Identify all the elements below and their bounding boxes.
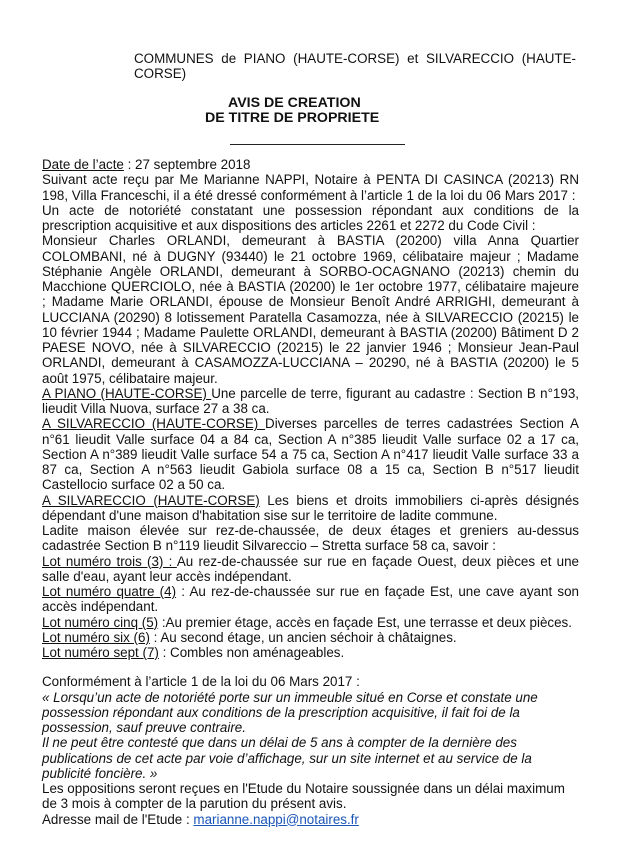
spacer [42, 660, 579, 674]
lot-item [42, 584, 579, 615]
bien-text: Une parcelle de terre, figurant au cadastre : Section B n°193, lieudit Villa Nuova, surface 27 a 38 ca. [42, 385, 579, 416]
lot-label: Lot numéro trois (3) : [42, 553, 177, 569]
bien-label: A SILVARECCIO (HAUTE-CORSE) [42, 492, 260, 508]
bien-silvareccio-maison [42, 493, 579, 524]
lot-label: Lot numéro cinq (5) [42, 614, 159, 630]
lot-label: Lot numéro six (6) [42, 629, 150, 645]
communes-header: COMMUNES de PIANO (HAUTE-CORSE) et SILVARECCIO (HAUTE-CORSE) [134, 51, 576, 82]
title-line-1: AVIS DE CREATION [228, 95, 361, 111]
lot-item [42, 615, 579, 630]
lot-text: : Au rez-de-chaussée sur rue en façade Est, une cave ayant son accès indépendant. [42, 584, 579, 615]
mail-label: Adresse mail de l'Etude : [42, 811, 194, 827]
bien-label: A PIANO (HAUTE-CORSE) [42, 385, 212, 401]
lot-item [42, 645, 579, 660]
parties-paragraph: Monsieur Charles ORLANDI, demeurant à BASTIA (20200) villa Anna Quartier COLOMBANI, né à DUGNY (93440) le 21 octobre 1969, célibataire majeur ; Madame Stéphanie Angèle ORLANDI, demeurant à SORBO-OCAGNANO (20213) chemin du Macchione QUERCIOLO, née à BASTIA (20200) le 1er octobre 1977, célibataire majeure ; Madame Marie ORLANDI, épouse de Monsieur Benoît André ARRIGHI, demeurant à LUCCIANA (20290) 8 lotissement Paratella Casamozza, née à SILVARECCIO (20215) le 10 février 1944 ; Madame Paulette ORLANDI, demeurant à BASTIA (20200) Bâtiment D 2 PAESE NOVO, née à SILVARECCIO (20215) le 22 janvier 1946 ; Monsieur Jean-Paul ORLANDI, demeurant à CASAMOZZA-LUCCIANA – 20290, né à BASTIA (20200) le 5 août 1975, célibataire majeur. [42, 233, 579, 386]
lot-label: Lot numéro quatre (4) [42, 584, 177, 599]
lot-text: : Au second étage, un ancien séchoir à châtaignes. [149, 629, 457, 645]
loi-quote-2: Il ne peut être contesté que dans un délai de 5 ans à compter de la dernière des publications de cet acte par voie d’affichage, sur un site internet et au service de la publicité foncière. » [42, 735, 532, 781]
bien-text: Diverses parcelles de terres cadastrées Section A n°61 lieudit Valle surface 04 a 84 ca, Section A n°385 lieudit Valle surface 02 a 17 ca, Section A n°389 lieudit Valle surface 54 a 75 ca, Section A n°417 lieudit Valle surface 33 a 87 ca, Section A n°563 lieudit Gabiola surface 08 a 15 ca, Section B n°517 lieudit Castellocio surface 02 a 50 ca. [42, 416, 579, 493]
notice-body [42, 157, 579, 827]
loi-quote-1: « Lorsqu’un acte de notoriété porte sur un immeuble situé en Corse et constate une possession répondant aux conditions de la prescription acquisitive, il fait foi de la possession, sauf preuve contraire. [42, 689, 538, 735]
maison-paragraph: Ladite maison élevée sur rez-de-chaussée, de deux étages et greniers au-dessus cadastrée Section B n°119 lieudit Silvareccio – Stretta surface 58 ca, savoir : [42, 523, 579, 554]
lot-text: Au rez-de-chaussée sur rue en façade Ouest, deux pièces et une salle d'eau, ayant leur accès indépendant. [42, 553, 580, 584]
lot-text: :Au premier étage, accès en façade Est, une terrasse et deux pièces. [158, 614, 572, 630]
lot-item [42, 554, 579, 585]
notoriete-paragraph: Un acte de notoriété constatant une possession répondant aux conditions de la prescription acquisitive et aux dispositions des articles 2261 et 2272 du Code Civil : [42, 202, 579, 233]
date-acte [42, 157, 579, 172]
date-value: : 27 septembre 2018 [123, 157, 251, 172]
bien-silvareccio-parcelles [42, 416, 579, 492]
date-label: Date de l’acte [42, 157, 124, 172]
title-divider [230, 144, 405, 145]
mail-line [42, 812, 579, 827]
lot-label: Lot numéro sept (7) [42, 645, 159, 660]
intro-paragraph: Suivant acte reçu par Me Marianne NAPPI, Notaire à PENTA DI CASINCA (20213) RN 198, Villa Franceschi, il a été dressé conformément à l’article 1 de la loi du 06 Mars 2017 : [42, 172, 579, 203]
loi-intro: Conformément à l’article 1 de la loi du 06 Mars 2017 : [42, 674, 360, 690]
lot-text: : Combles non aménageables. [158, 645, 345, 660]
bien-label: A SILVARECCIO (HAUTE-CORSE) [42, 416, 266, 432]
bien-piano [42, 386, 579, 417]
title-line-2: DE TITRE DE PROPRIETE [205, 110, 380, 126]
oppositions-paragraph: Les oppositions seront reçues en l'Etude du Notaire soussignée dans un délai maximum de 3 mois à compter de la parution du présent avis. [42, 781, 565, 812]
mail-link[interactable]: marianne.nappi@notaires.fr [193, 811, 359, 827]
lot-item [42, 630, 579, 645]
bien-text: Les biens et droits immobiliers ci-après désignés dépendant d'une maison d'habitation sise sur le territoire de ladite commune. [42, 492, 579, 523]
